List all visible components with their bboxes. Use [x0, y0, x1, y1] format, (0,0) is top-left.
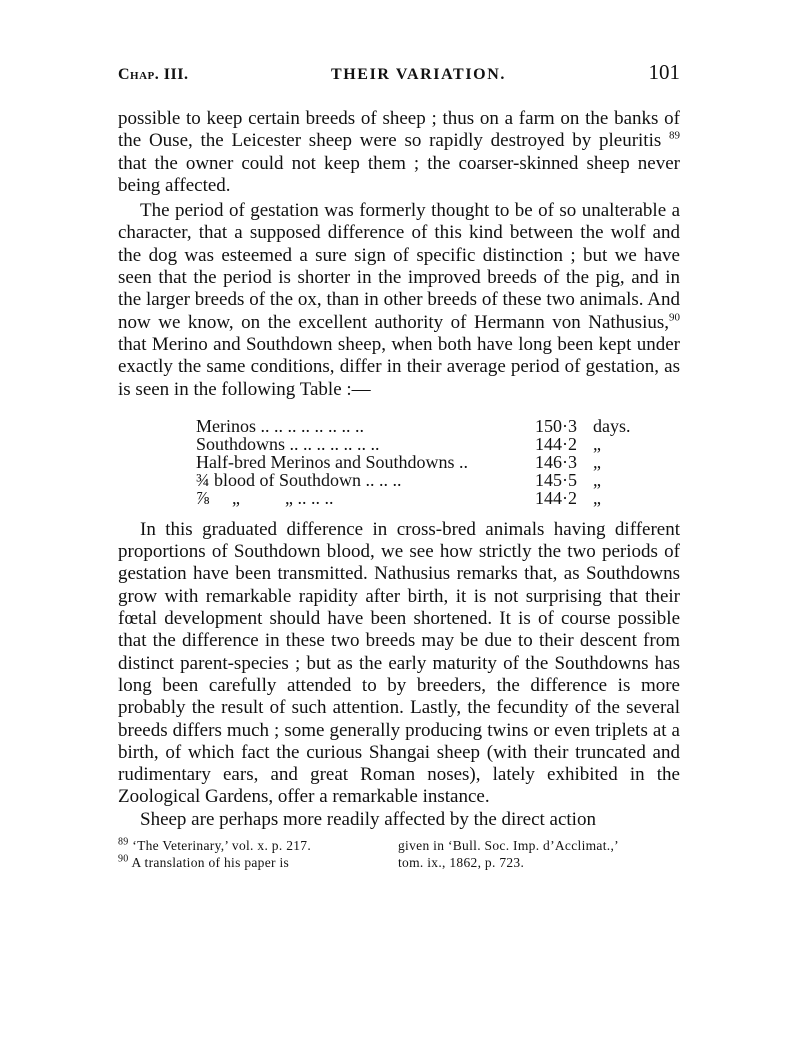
paragraph-3: In this graduated difference in cross-bred animals having different proportions of Southdown blood, we see how strictly the two periods of gestation have been transmitted. Nathusius remarks that, as Southdowns grow with remarkable rapidity after birth, it is not surprising that their fœtal development should have been shortened. It is of course possible that the difference in these two breeds may be due to their descent from distinct parent-species ; but as the early maturity of the Southdowns has long been carefully attended to by breeders, the difference is more probably the result of such attention. Lastly, the fecundity of the several breeds differs much ; some generally producing twins or even triplets at a birth, of which fact the curious Shangai sheep (with their truncated and rudimentary ears, and great Roman noses), lately exhibited in the Zoological Gardens, offer a remarkable instance.	[118, 518, 680, 808]
table-row-breed	[196, 489, 529, 507]
chapter-label: Chap. III.	[118, 66, 189, 83]
footnote-text: A translation of his paper is	[128, 855, 290, 871]
table-row-breed	[196, 435, 529, 453]
book-page	[118, 60, 680, 871]
gestation-table	[196, 417, 631, 507]
running-head	[118, 60, 680, 100]
footnotes	[118, 837, 680, 871]
table-row-breed	[196, 417, 529, 435]
paragraph-2-text-end: that Merino and Southdown sheep, when both have long been kept under exactly the same conditions, differ in their average period of gestation, as is seen in the following Table :—	[118, 333, 680, 400]
gestation-unit: „	[593, 469, 601, 490]
gestation-unit: „	[593, 433, 601, 454]
gestation-value: 144·2	[535, 433, 577, 454]
gestation-unit: days.	[593, 415, 631, 436]
leader-dots: .. .. .. .. .. .. ..	[289, 433, 380, 454]
leader-dots: ..	[458, 451, 468, 472]
footnotes-right-column	[398, 837, 680, 871]
paragraph-4: Sheep are perhaps more readily affected by the direct action	[140, 808, 596, 830]
footnote-marker: 90	[118, 853, 129, 865]
table-row-breed	[196, 471, 529, 489]
footnote-ref-90: 90	[669, 311, 680, 324]
paragraph-1	[118, 108, 680, 197]
footnote-ref-89: 89	[669, 129, 680, 142]
gestation-value: 146·3	[535, 451, 577, 472]
gestation-value: 145·5	[535, 469, 577, 490]
footnote-90	[118, 854, 398, 871]
table-row-breed	[196, 453, 529, 471]
breed-label: Merinos	[196, 415, 256, 436]
footnote-89	[118, 837, 398, 854]
table-row	[196, 453, 631, 471]
leader-dots: .. .. .. .. .. .. .. ..	[260, 415, 364, 436]
breed-label: Half-bred Merinos and Southdowns	[196, 451, 455, 472]
table-row	[196, 417, 631, 435]
breed-label: ¾ blood of Southdown	[196, 469, 362, 490]
footnote-text: ‘The Veterinary,’ vol. x. p. 217.	[128, 838, 312, 854]
footnotes-left-column	[118, 837, 398, 871]
breed-label: ⅞ „ „	[196, 487, 293, 508]
paragraph-2	[118, 200, 680, 401]
breed-label: Southdowns	[196, 433, 286, 454]
table-row	[196, 435, 631, 453]
gestation-unit: „	[593, 487, 601, 508]
paragraph-2-text: The period of gestation was formerly thought to be of so unalterable a character, that a supposed difference of this kind between the wolf and the dog was esteemed a sure sign of specific distinction ; but we have seen that the period is shorter in the improved breeds of the pig, and in the larger breeds of the ox, than in other breeds of these two animals. And now we know, on the excellent authority of Hermann von Nathusius,	[118, 200, 680, 333]
table-row	[196, 471, 631, 489]
paragraph-1-text: possible to keep certain breeds of sheep ; thus on a farm on the banks of the Ouse, the Leicester sheep were so rapidly destroyed by pleuritis	[118, 108, 680, 152]
table-row	[196, 489, 631, 507]
paragraph-1-text-end: that the owner could not keep them ; the coarser-skinned sheep never being affected.	[118, 152, 680, 196]
running-title: THEIR VARIATION.	[330, 66, 506, 83]
page-number: 101	[648, 60, 680, 84]
gestation-value: 144·2	[535, 487, 577, 508]
leader-dots: .. .. ..	[297, 487, 334, 508]
gestation-unit: „	[593, 451, 601, 472]
footnote-marker: 89	[118, 836, 129, 848]
gestation-value: 150·3	[535, 415, 577, 436]
leader-dots: .. .. ..	[365, 469, 402, 490]
footnote-90-continuation: tom. ix., 1862, p. 723.	[398, 855, 525, 871]
footnote-90-continuation: given in ‘Bull. Soc. Imp. d’Acclimat.,’	[398, 838, 619, 854]
